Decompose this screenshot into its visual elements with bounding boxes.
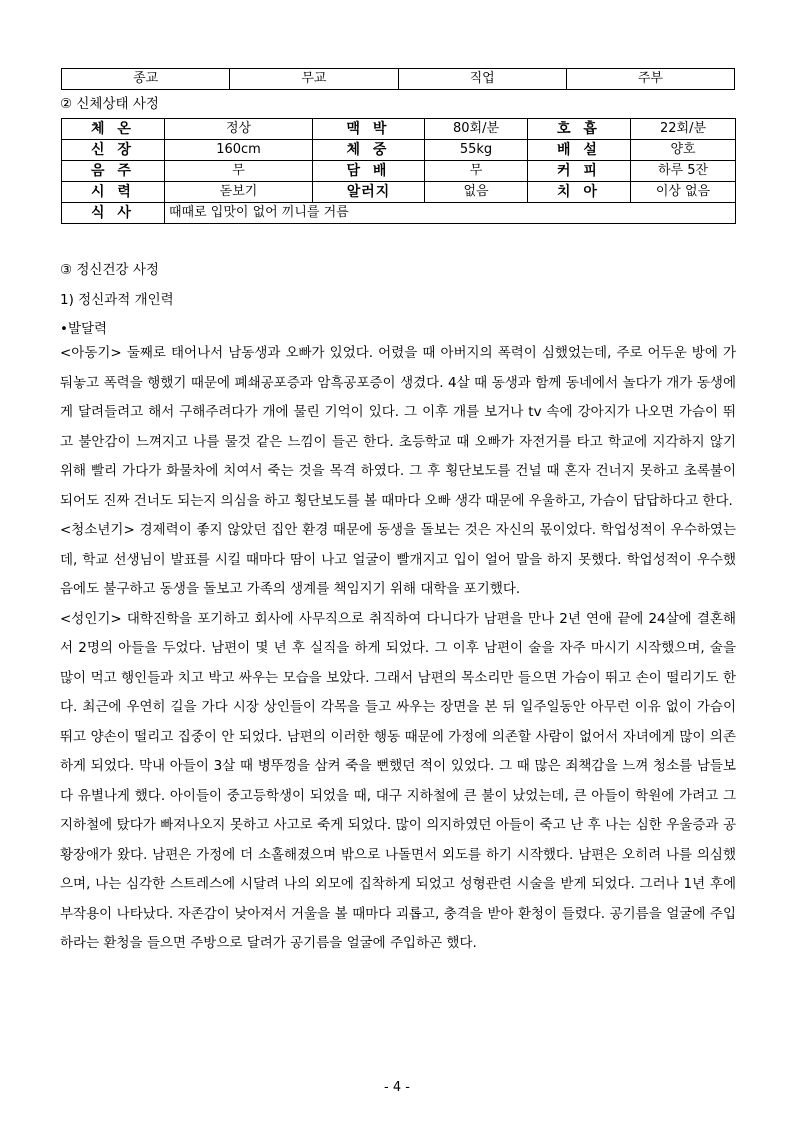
- childhood-paragraph: <아동기> 둘째로 태어나서 남동생과 오빠가 있었다. 어렸을 때 아버지의 폭력이 심했었는데, 주로 어두운 방에 가둬놓고 폭력을 행했기 때문에 폐쇄공포증과 암흑공포증이 생겼다. 4살 때 동생과 함께 동네에서 놀다가 개가 동생에게 달려들려고 해서 구해주려다가 개에 물린 기억이 있다. 그 이후 개를 보거나 tv 속에 강아지가 나오면 가슴이 뛰고 불안감이 느껴지고 나를 물것 같은 느낌이 들곤 한다. 초등학교 때 오빠가 자전거를 타고 학교에 지각하지 않기 위해 빨리 가다가 화물차에 치여서 죽는 것을 목격 하였다. 그 후 횡단보도를 건널 때 혼자 건너지 못하고 초록불이 되어도 진짜 건너도 되는지 의심을 하고 횡단보도를 볼 때마다 오빠 생각 때문에 우울하고, 가슴이 답답하다고 한다.: [60, 345, 736, 509]
- meal-value: 때때로 입맛이 없어 끼니를 거름: [165, 203, 736, 224]
- alcohol-value: 무: [165, 161, 313, 182]
- alcohol-label: 음 주: [62, 161, 165, 182]
- pulse-value: 80회/분: [425, 119, 528, 140]
- excretion-label: 배 설: [528, 140, 631, 161]
- excretion-value: 양호: [631, 140, 736, 161]
- physical-status-table: [61, 118, 736, 224]
- temp-label: 체 온: [62, 119, 165, 140]
- teeth-value: 이상 없음: [631, 182, 736, 203]
- height-value: 160cm: [165, 140, 313, 161]
- adolescence-paragraph: <청소년기> 경제력이 좋지 않았던 집안 환경 때문에 동생을 돌보는 것은 자신의 몫이었다. 학업성적이 우수하였는데, 학교 선생님이 발표를 시킬 때마다 땀이 나고 얼굴이 빨개지고 입이 얼어 말을 하지 못했다. 학업성적이 우수했음에도 불구하고 동생을 돌보고 가족의 생계를 책임지기 위해 대학을 포기했다.: [60, 522, 736, 597]
- table-row: [62, 140, 736, 161]
- meal-label: 식 사: [62, 203, 165, 224]
- page-number: - 4 -: [384, 1080, 410, 1095]
- religion-value: 무교: [230, 69, 398, 90]
- height-label: 신 장: [62, 140, 165, 161]
- section-physical-title: ② 신체상태 사정: [60, 96, 159, 112]
- resp-value: 22회/분: [631, 119, 736, 140]
- table-row: [62, 203, 736, 224]
- coffee-label: 커 피: [528, 161, 631, 182]
- table-row: [62, 119, 736, 140]
- religion-job-table: [61, 68, 735, 90]
- job-value: 주부: [566, 69, 734, 90]
- development-history-body: [60, 339, 736, 959]
- weight-label: 체 중: [313, 140, 425, 161]
- smoking-label: 담 배: [313, 161, 425, 182]
- allergy-label: 알러지: [313, 182, 425, 203]
- temp-value: 정상: [165, 119, 313, 140]
- job-label: 직업: [398, 69, 566, 90]
- vision-label: 시 력: [62, 182, 165, 203]
- teeth-label: 치 아: [528, 182, 631, 203]
- weight-value: 55kg: [425, 140, 528, 161]
- religion-label: 종교: [62, 69, 230, 90]
- table-row: [62, 161, 736, 182]
- coffee-value: 하루 5잔: [631, 161, 736, 182]
- table-row: [62, 182, 736, 203]
- sub-history-title: 1) 정신과적 개인력: [60, 292, 174, 308]
- bullet-development-title: •발달력: [60, 321, 108, 337]
- vision-value: 돋보기: [165, 182, 313, 203]
- allergy-value: 없음: [425, 182, 528, 203]
- section-mental-title: ③ 정신건강 사정: [60, 262, 159, 278]
- resp-label: 호 흡: [528, 119, 631, 140]
- smoking-value: 무: [425, 161, 528, 182]
- pulse-label: 맥 박: [313, 119, 425, 140]
- adulthood-paragraph: <성인기> 대학진학을 포기하고 회사에 사무직으로 취직하여 다니다가 남편을 만나 2년 연애 끝에 24살에 결혼해서 2명의 아들을 두었다. 남편이 몇 년 후 실직을 하게 되었다. 그 이후 남편이 술을 자주 마시기 시작했으며, 술을 많이 먹고 행인들과 치고 박고 싸우는 모습을 보았다. 그래서 남편의 목소리만 들으면 가슴이 뛰고 손이 떨리기도 한다. 최근에 우연히 길을 가다 시장 상인들이 각목을 들고 싸우는 장면을 본 뒤 일주일동안 아무런 이유 없이 가슴이 뛰고 양손이 떨리고 집중이 안 되었다. 남편의 이러한 행동 때문에 가정에 의존할 사람이 없어서 자녀에게 많이 의존하게 되었다. 막내 아들이 3살 때 병뚜껑을 삼켜 죽을 뻔했던 적이 있었다. 그 때 많은 죄책감을 느껴 청소를 남들보다 유별나게 했다. 아이들이 중고등학생이 되었을 때, 대구 지하철에 큰 불이 났었는데, 큰 아들이 학원에 가려고 그 지하철에 탔다가 빠져나오지 못하고 사고로 죽게 되었다. 많이 의지하였던 아들이 죽고 난 후 나는 심한 우울증과 공황장애가 왔다. 남편은 가정에 더 소홀해졌으며 밖으로 나돌면서 외도를 하기 시작했다. 남편은 오히려 나를 의심했으며, 나는 심각한 스트레스에 시달려 나의 외모에 집착하게 되었고 성형관련 시술을 받게 되었다. 그러나 1년 후에 부작용이 나타났다. 자존감이 낮아져서 거울을 볼 때마다 괴롭고, 충격을 받아 환청이 들렸다. 공기름을 얼굴에 주입하라는 환청을 들으면 주방으로 달려가 공기름을 얼굴에 주입하곤 했다.: [60, 610, 736, 951]
